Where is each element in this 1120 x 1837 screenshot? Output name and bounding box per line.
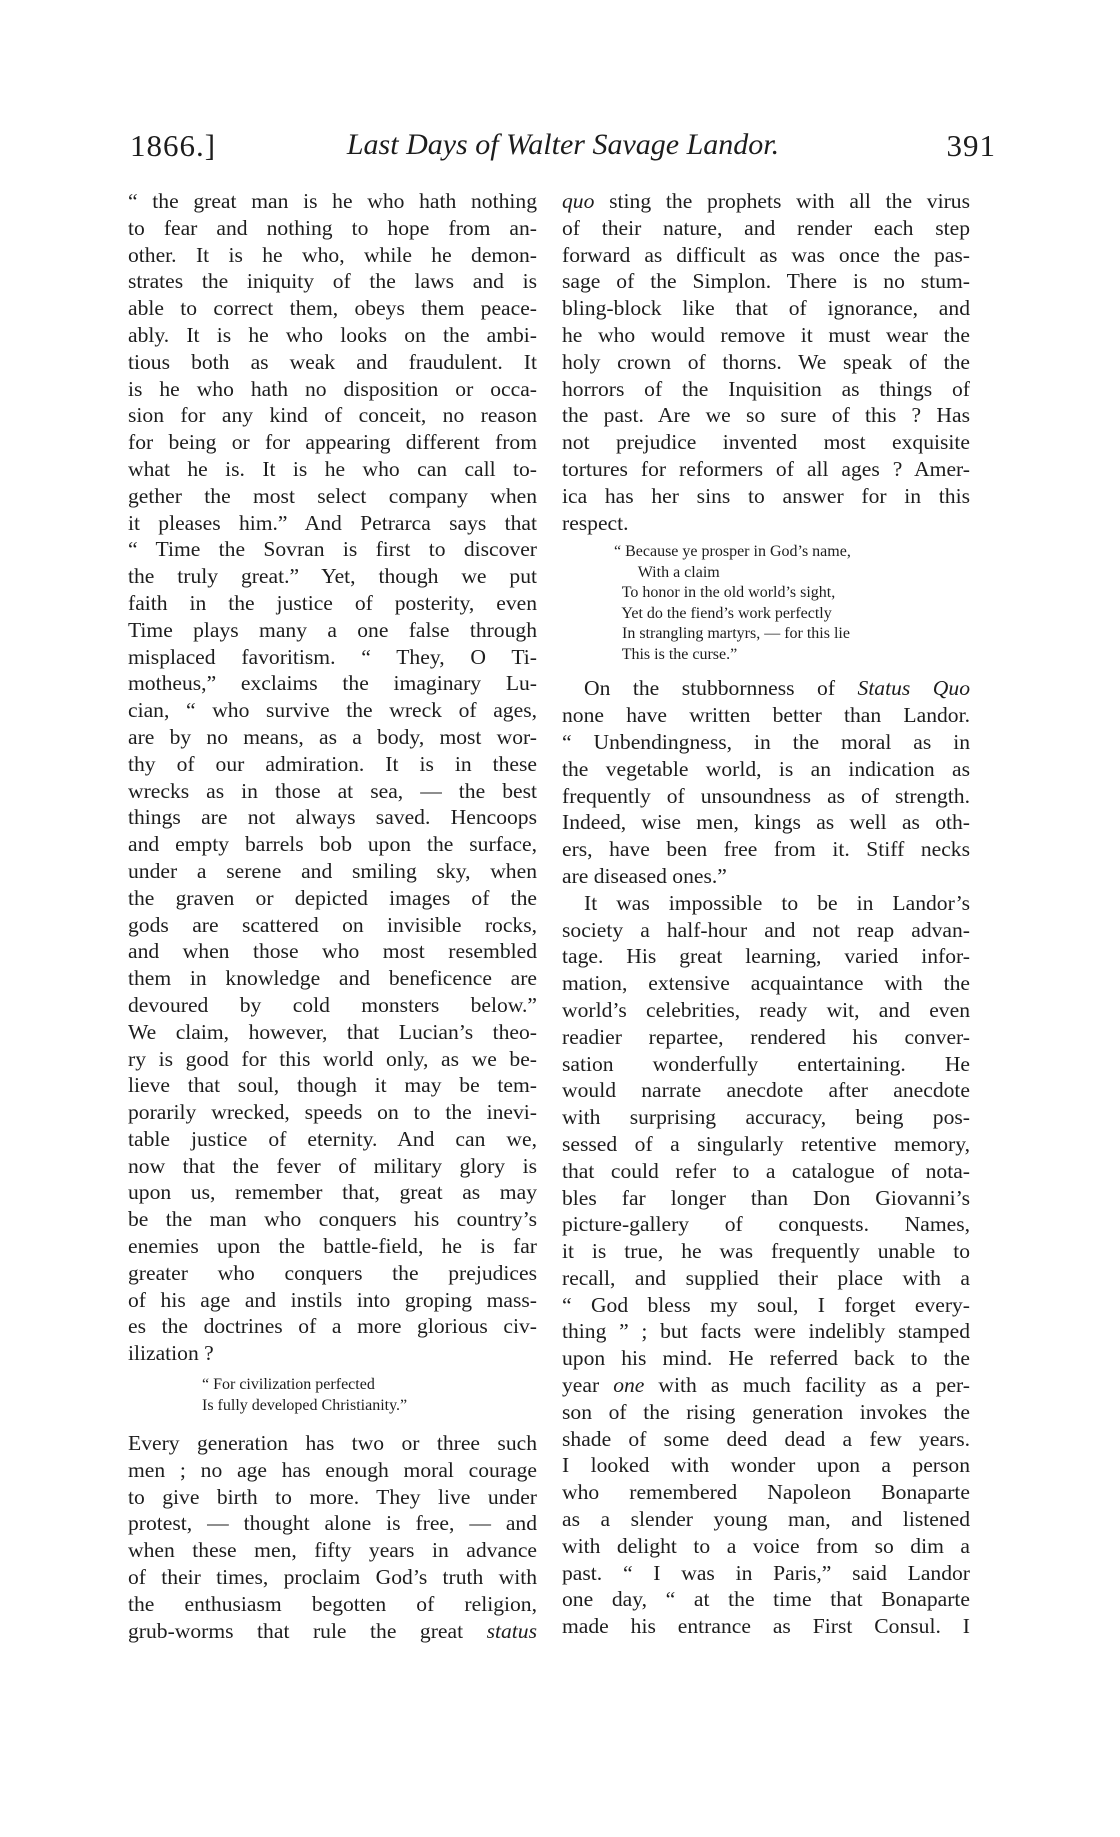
text-line: sion for any kind of conceit, no reason bbox=[128, 403, 537, 428]
right-paragraph-2 bbox=[562, 675, 970, 889]
verse-line: Is fully developed Christianity.” bbox=[202, 1396, 408, 1414]
text-line: Time plays many a one false through bbox=[128, 617, 537, 642]
verse-line: In strangling martyrs, — for this lie bbox=[614, 625, 850, 643]
text-line: Indeed, wise men, kings as well as oth- bbox=[562, 810, 970, 835]
text-line: picture-gallery of conquests. Names, bbox=[562, 1212, 970, 1237]
text-line: holy crown of thorns. We speak of the bbox=[562, 349, 970, 374]
header-year: 1866.] bbox=[130, 128, 217, 163]
left-verse-quote bbox=[202, 1375, 537, 1416]
text-line: ry is good for this world only, as we be- bbox=[128, 1046, 537, 1071]
text-line: gods are scattered on invisible rocks, bbox=[128, 912, 537, 937]
text-line: under a serene and smiling sky, when bbox=[128, 858, 537, 883]
text-line: On the stubbornness of Status Quo bbox=[584, 676, 970, 701]
text-line: We claim, however, that Lucian’s theo- bbox=[128, 1019, 537, 1044]
text-line: bles far longer than Don Giovanni’s bbox=[562, 1185, 970, 1210]
text-line: porarily wrecked, speeds on to the inevi- bbox=[128, 1100, 537, 1125]
text-line: who remembered Napoleon Bonaparte bbox=[562, 1480, 970, 1505]
text-line: be the man who conquers his country’s bbox=[128, 1207, 537, 1232]
text-line: them in knowledge and beneficence are bbox=[128, 966, 537, 991]
text-line: are diseased ones.” bbox=[562, 863, 727, 888]
text-line: to fear and nothing to hope from an- bbox=[128, 215, 537, 240]
text-line: would narrate anecdote after anecdote bbox=[562, 1078, 970, 1103]
text-line: are by no means, as a body, most wor- bbox=[128, 724, 537, 749]
text-line: gether the most select company when bbox=[128, 483, 537, 508]
text-line: “ the great man is he who hath nothing bbox=[128, 189, 537, 213]
text-line: other. It is he who, while he demon- bbox=[128, 242, 537, 267]
text-line: is he who hath no disposition or occa- bbox=[128, 376, 537, 401]
text-line: sessed of a singularly retentive memory, bbox=[562, 1131, 970, 1156]
text-line: Every generation has two or three such bbox=[128, 1431, 537, 1456]
text-line: upon us, remember that, great as may bbox=[128, 1180, 537, 1205]
text-line: sation wonderfully entertaining. He bbox=[562, 1051, 970, 1076]
text-line: not prejudice invented most exquisite bbox=[562, 430, 970, 455]
text-line: tious both as weak and fraudulent. It bbox=[128, 349, 537, 374]
text-line: ilization ? bbox=[128, 1341, 214, 1366]
text-line: he who would remove it must wear the bbox=[562, 322, 970, 347]
text-line: of their nature, and render each step bbox=[562, 215, 970, 240]
text-line: and empty barrels bob upon the surface, bbox=[128, 832, 537, 857]
text-line: devoured by cold monsters below.” bbox=[128, 992, 537, 1017]
text-line: readier repartee, rendered his conver- bbox=[562, 1024, 970, 1049]
text-line: “ God bless my soul, I forget every- bbox=[562, 1292, 970, 1317]
text-line: past. “ I was in Paris,” said Landor bbox=[562, 1560, 970, 1585]
text-line: the vegetable world, is an indication as bbox=[562, 756, 970, 781]
text-line: es the doctrines of a more glorious civ- bbox=[128, 1314, 537, 1339]
text-line: It was impossible to be in Landor’s bbox=[584, 890, 970, 915]
text-line: wrecks as in those at sea, — the best bbox=[128, 778, 537, 803]
right-column bbox=[562, 188, 970, 1640]
text-line: respect. bbox=[562, 510, 629, 535]
text-line: “ Unbendingness, in the moral as in bbox=[562, 729, 970, 754]
text-line: horrors of the Inquisition as things of bbox=[562, 376, 970, 401]
left-paragraph-1 bbox=[128, 188, 537, 1367]
verse-line: “ Because ye prosper in God’s name, bbox=[614, 543, 851, 561]
verse-line: “ For civilization perfected bbox=[202, 1376, 375, 1394]
verse-line: With a claim bbox=[614, 563, 720, 581]
verse-line: Yet do the fiend’s work perfectly bbox=[614, 604, 832, 622]
text-line: that could refer to a catalogue of nota- bbox=[562, 1158, 970, 1183]
text-line: motheus,” exclaims the imaginary Lu- bbox=[128, 671, 537, 696]
text-line: tortures for reformers of all ages ? Amer- bbox=[562, 456, 970, 481]
text-line: upon his mind. He referred back to the bbox=[562, 1346, 970, 1371]
text-line: ably. It is he who looks on the ambi- bbox=[128, 322, 537, 347]
text-line: strates the iniquity of the laws and is bbox=[128, 269, 537, 294]
text-line: sage of the Simplon. There is no stum- bbox=[562, 269, 970, 294]
text-line: it is true, he was frequently unable to bbox=[562, 1239, 970, 1264]
text-line: when these men, fifty years in advance bbox=[128, 1538, 537, 1563]
right-paragraph-1 bbox=[562, 188, 970, 536]
text-line: world’s celebrities, ready wit, and even bbox=[562, 997, 970, 1022]
text-line: tage. His great learning, varied infor- bbox=[562, 944, 970, 969]
text-line: thy of our admiration. It is in these bbox=[128, 751, 537, 776]
text-line: forward as difficult as was once the pas- bbox=[562, 242, 970, 267]
text-line: bling-block like that of ignorance, and bbox=[562, 296, 970, 321]
text-line: quo sting the prophets with all the virus bbox=[562, 189, 970, 213]
text-line: “ Time the Sovran is first to discover bbox=[128, 537, 537, 562]
text-line: table justice of eternity. And can we, bbox=[128, 1126, 537, 1151]
text-line: the past. Are we so sure of this ? Has bbox=[562, 403, 970, 428]
text-line: year one with as much facility as a per- bbox=[562, 1373, 970, 1398]
text-line: of his age and instils into groping mass- bbox=[128, 1287, 537, 1312]
running-header bbox=[130, 128, 996, 172]
text-line: it pleases him.” And Petrarca says that bbox=[128, 510, 537, 535]
left-column bbox=[128, 188, 537, 1644]
text-line: lieve that soul, though it may be tem- bbox=[128, 1073, 537, 1098]
header-title: Last Days of Walter Savage Landor. bbox=[346, 128, 780, 161]
text-line: the graven or depicted images of the bbox=[128, 885, 537, 910]
text-line: and when those who most resembled bbox=[128, 939, 537, 964]
text-line: with surprising accuracy, being pos- bbox=[562, 1105, 970, 1130]
left-paragraph-2 bbox=[128, 1430, 537, 1644]
text-line: ers, have been free from it. Stiff necks bbox=[562, 837, 970, 862]
text-line: what he is. It is he who can call to- bbox=[128, 456, 537, 481]
text-line: none have written better than Landor. bbox=[562, 703, 970, 728]
text-line: recall, and supplied their place with a bbox=[562, 1265, 970, 1290]
text-line: misplaced favoritism. “ They, O Ti- bbox=[128, 644, 537, 669]
text-line: as a slender young man, and listened bbox=[562, 1507, 970, 1532]
text-line: ica has her sins to answer for in this bbox=[562, 483, 970, 508]
text-line: enemies upon the battle-field, he is far bbox=[128, 1234, 537, 1259]
text-line: now that the fever of military glory is bbox=[128, 1153, 537, 1178]
text-line: son of the rising generation invokes the bbox=[562, 1399, 970, 1424]
text-line: I looked with wonder upon a person bbox=[562, 1453, 970, 1478]
right-paragraph-3 bbox=[562, 890, 970, 1640]
text-line: to give birth to more. They live under bbox=[128, 1484, 537, 1509]
text-line: greater who conquers the prejudices bbox=[128, 1260, 537, 1285]
text-line: one day, “ at the time that Bonaparte bbox=[562, 1587, 970, 1612]
text-line: faith in the justice of posterity, even bbox=[128, 590, 537, 615]
text-line: men ; no age has enough moral courage bbox=[128, 1457, 537, 1482]
text-line: shade of some deed dead a few years. bbox=[562, 1426, 970, 1451]
text-line: the enthusiasm begotten of religion, bbox=[128, 1591, 537, 1616]
text-line: able to correct them, obeys them peace- bbox=[128, 296, 537, 321]
text-line: frequently of unsoundness as of strength. bbox=[562, 783, 970, 808]
text-line: society a half-hour and not reap advan- bbox=[562, 917, 970, 942]
text-line: of their times, proclaim God’s truth with bbox=[128, 1565, 537, 1590]
right-verse-quote bbox=[614, 542, 970, 665]
text-line: made his entrance as First Consul. I bbox=[562, 1614, 970, 1639]
text-line: for being or for appearing different from bbox=[128, 430, 537, 455]
text-line: the truly great.” Yet, though we put bbox=[128, 564, 537, 589]
verse-line: This is the curse.” bbox=[614, 645, 738, 663]
text-line: protest, — thought alone is free, — and bbox=[128, 1511, 537, 1536]
text-line: grub-worms that rule the great status bbox=[128, 1618, 537, 1643]
text-line: things are not always saved. Hencoops bbox=[128, 805, 537, 830]
text-line: with delight to a voice from so dim a bbox=[562, 1533, 970, 1558]
text-line: mation, extensive acquaintance with the bbox=[562, 971, 970, 996]
page-number: 391 bbox=[946, 128, 996, 163]
verse-line: To honor in the old world’s sight, bbox=[614, 584, 836, 602]
text-line: thing ” ; but facts were indelibly stamped bbox=[562, 1319, 970, 1344]
text-line: cian, “ who survive the wreck of ages, bbox=[128, 698, 537, 723]
